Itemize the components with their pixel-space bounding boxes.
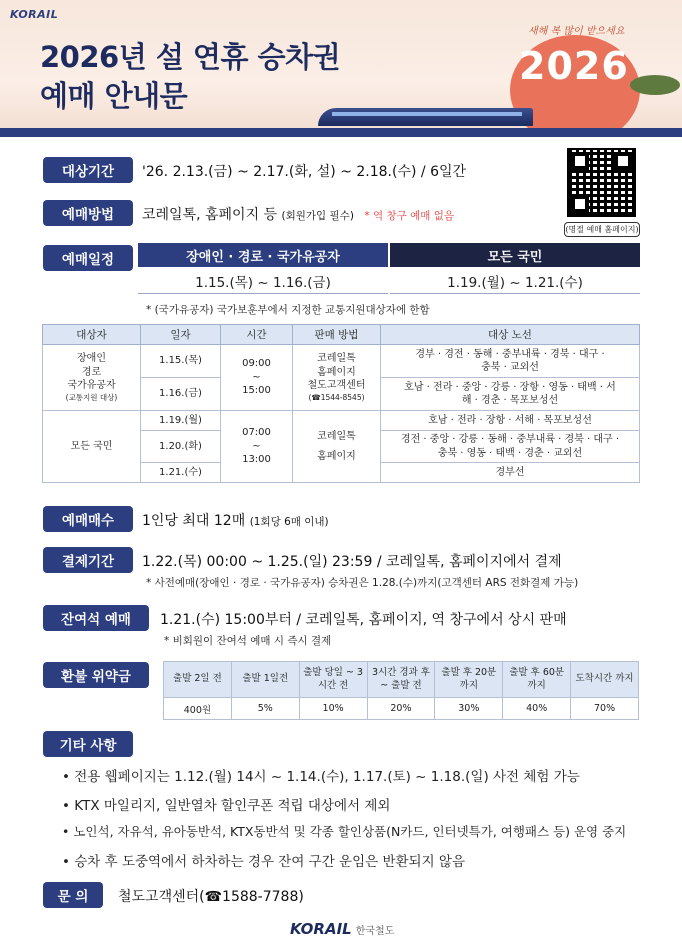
schedule-col2-value: 1.19.(월) ~ 1.21.(수) <box>390 268 640 294</box>
refund-label: 환불 위약금 <box>43 662 149 688</box>
refund-header: 출발 1일전 <box>231 662 299 698</box>
date-cell: 1.16.(금) <box>141 378 221 411</box>
footer-logo <box>290 920 394 938</box>
refund-value: 30% <box>435 698 503 720</box>
cell-text: 코레일톡 <box>317 431 356 442</box>
schedule-col2-header: 모든 국민 <box>390 243 640 267</box>
etc-item-text: 전용 웹페이지는 1.12.(월) 14시 ~ 1.14.(수), 1.17.(토) ~ 1.18.(일) 사전 체험 가능 <box>74 769 580 785</box>
cell-text: 13:00 <box>242 454 271 466</box>
schedule-note: * (국가유공자) 국가보훈부에서 지정한 교통지원대상자에 한함 <box>146 304 430 316</box>
pine-tree-graphic <box>630 75 680 95</box>
cell-text: 07:00 <box>242 427 271 439</box>
date-cell: 1.20.(화) <box>141 431 221 463</box>
col-header: 일자 <box>141 325 221 345</box>
etc-item-text: KTX 마일리지, 일반열차 할인쿠폰 적립 대상에서 제외 <box>74 798 391 814</box>
cell-text: 장애인 <box>77 353 106 365</box>
limit-sub: (1회당 6매 이내) <box>249 516 329 528</box>
cell-text: 15:00 <box>242 385 271 397</box>
qr-code[interactable] <box>567 148 636 217</box>
page-title: 2026년 설 연휴 승차권 <box>40 40 341 74</box>
refund-header: 출발 당일 ~ 3시간 전 <box>299 662 367 698</box>
col-header: 시간 <box>221 325 293 345</box>
etc-item-text: 승차 후 도중역에서 하차하는 경우 잔여 구간 운임은 반환되지 않음 <box>74 854 465 870</box>
cell-text: ~ <box>252 371 261 383</box>
route-cell: 호남 · 전라 · 장항 · 서해 · 목포보성선 <box>381 411 640 431</box>
limit-label: 예매매수 <box>43 506 133 532</box>
limit-main: 1인당 최대 12매 <box>142 513 246 529</box>
method-main: 코레일톡, 홈페이지 등 <box>142 207 278 223</box>
cell-text: 경로 <box>81 366 102 378</box>
refund-value: 70% <box>571 698 639 720</box>
time-cell <box>221 411 293 483</box>
refund-header: 출발 후 20분 까지 <box>435 662 503 698</box>
target-period-label: 대상기간 <box>43 157 133 183</box>
year-badge: 2026 <box>519 44 629 88</box>
cell-subtext: (☎1544-8545) <box>308 392 365 402</box>
refund-value: 5% <box>231 698 299 720</box>
etc-item: • 승차 후 도중역에서 하차하는 경우 잔여 구간 운임은 반환되지 않음 <box>62 854 465 870</box>
method-warning: * 역 창구 예매 없음 <box>364 210 454 222</box>
cell-text: 09:00 <box>242 358 271 370</box>
cell-text: 국가유공자 <box>67 380 116 392</box>
method-label: 예매방법 <box>43 200 133 226</box>
method-text <box>142 204 454 224</box>
refund-value: 10% <box>299 698 367 720</box>
etc-label: 기타 사항 <box>43 731 133 757</box>
refund-header-row <box>164 662 639 698</box>
remaining-label: 잔여석 예매 <box>43 605 149 631</box>
cell-text: ~ <box>252 440 261 452</box>
schedule-col1-header: 장애인 · 경로 · 국가유공자 <box>138 243 388 267</box>
route-cell: 경부선 <box>381 463 640 483</box>
qr-corner <box>571 152 589 170</box>
cell-text: 코레일톡 <box>317 353 356 365</box>
payment-label: 결제기간 <box>43 547 133 573</box>
col-header: 대상 노선 <box>381 325 640 345</box>
col-header: 대상자 <box>43 325 141 345</box>
contact-text: 철도고객센터(☎1588-7788) <box>118 889 304 905</box>
route-cell: 경전 · 중앙 · 강릉 · 동해 · 중부내륙 · 경북 · 대구 · 충북 · 영동 · 태백 · 경춘 · 교외선 <box>381 431 640 463</box>
table-row <box>43 345 640 378</box>
greeting-text: 새해 복 많이 받으세요 <box>528 26 625 37</box>
route-cell: 호남 · 전라 · 중앙 · 강릉 · 장항 · 영동 · 태백 · 서해 · 경춘 · 목포보성선 <box>381 378 640 411</box>
remaining-text: 1.21.(수) 15:00부터 / 코레일톡, 홈페이지, 역 창구에서 상시 판매 <box>160 612 567 628</box>
payment-note: * 사전예매(장애인 · 경로 · 국가유공자) 승차권은 1.28.(수)까지(고객센터 ARS 전화결제 가능) <box>146 577 579 589</box>
refund-header: 도착시간 까지 <box>571 662 639 698</box>
refund-value: 400원 <box>164 698 232 720</box>
footer-logo-sub: 한국철도 <box>355 926 395 937</box>
schedule-col1-value: 1.15.(목) ~ 1.16.(금) <box>138 268 388 294</box>
footer-logo-text: KORAIL <box>290 920 352 938</box>
cell-text: 철도고객센터 <box>307 380 366 392</box>
refund-value: 20% <box>367 698 435 720</box>
method-sub: (회원가입 필수) <box>281 210 354 222</box>
qr-corner <box>571 195 589 213</box>
page-subtitle: 예매 안내문 <box>40 79 188 113</box>
method-cell <box>293 411 381 483</box>
schedule-label: 예매일정 <box>43 245 133 271</box>
etc-item-text: 노인석, 자유석, 유아동반석, KTX동반석 및 각종 할인상품(N카드, 인터넷특가, 여행패스 등) 운영 중지 <box>73 824 627 839</box>
method-cell <box>293 345 381 411</box>
refund-value: 40% <box>503 698 571 720</box>
limit-text <box>142 510 329 530</box>
refund-header: 출발 2일 전 <box>164 662 232 698</box>
train-window <box>332 112 522 116</box>
date-cell: 1.19.(월) <box>141 411 221 431</box>
korail-logo: KORAIL <box>10 8 59 21</box>
cell-subtext: (교통지원 대상) <box>65 392 118 402</box>
train-graphic <box>318 108 533 126</box>
refund-header: 출발 후 60분 까지 <box>503 662 571 698</box>
remaining-note: * 비회원이 잔여석 예매 시 즉시 결제 <box>164 635 332 647</box>
date-cell: 1.21.(수) <box>141 463 221 483</box>
etc-item: • 전용 웹페이지는 1.12.(월) 14시 ~ 1.14.(수), 1.17.(토) ~ 1.18.(일) 사전 체험 가능 <box>62 769 580 785</box>
date-cell: 1.15.(목) <box>141 345 221 378</box>
route-cell: 경부 · 경전 · 동해 · 중부내륙 · 경북 · 대구 · 충북 · 교외선 <box>381 345 640 378</box>
target-period-text: '26. 2.13.(금) ~ 2.17.(화, 설) ~ 2.18.(수) / 6일간 <box>142 164 467 180</box>
col-header: 판매 방법 <box>293 325 381 345</box>
target-group-2: 모든 국민 <box>43 411 141 483</box>
etc-item: • 노인석, 자유석, 유아동반석, KTX동반석 및 각종 할인상품(N카드, 인터넷특가, 여행패스 등) 운영 중지 <box>62 824 627 839</box>
refund-header: 3시간 경과 후 ~ 출발 전 <box>367 662 435 698</box>
etc-item: • KTX 마일리지, 일반열차 할인쿠폰 적립 대상에서 제외 <box>62 798 391 814</box>
payment-text: 1.22.(목) 00:00 ~ 1.25.(일) 23:59 / 코레일톡, 홈페이지에서 결제 <box>142 554 562 570</box>
refund-value-row <box>164 698 639 720</box>
header-band <box>0 128 682 137</box>
refund-table <box>163 661 639 720</box>
table-row <box>43 411 640 431</box>
time-cell <box>221 345 293 411</box>
schedule-table <box>42 324 640 483</box>
qr-caption: (명절 예매 홈페이지) <box>564 222 640 237</box>
cell-text: 홈페이지 <box>317 366 356 378</box>
contact-label: 문 의 <box>43 882 103 908</box>
qr-corner <box>614 152 632 170</box>
target-group-1 <box>43 345 141 411</box>
cell-text: 홈페이지 <box>317 450 356 462</box>
table-header-row <box>43 325 640 345</box>
